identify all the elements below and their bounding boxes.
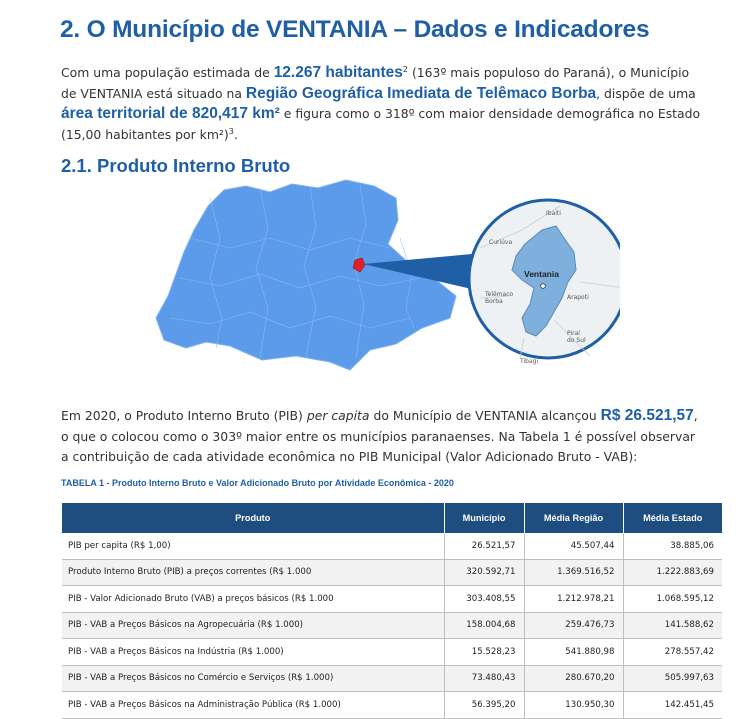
inset-label-pirai-2: do Sul [567,337,586,344]
intro-text-1: Com uma população estimada de [61,65,274,80]
population-highlight: 12.267 habitantes [273,64,403,81]
cell-media-estado: 1.222.883,69 [623,559,722,586]
row-label: Produto Interno Bruto (PIB) a preços correntes (R$ 1.000 [62,559,444,586]
footnote-ref-2: 2 [402,64,409,74]
pib-text-3: , o que o colocou como o 303º maior entre os municípios paranaenses. Na Tabela 1 é possível observar a contribuição de cada atividade econômica no PIB Municipal (Valor Adicionado Bruto - VAB): [61,408,698,464]
cell-media-estado: 141.588,62 [623,612,722,639]
pib-table [62,503,722,719]
cell-media-estado: 505.997,63 [623,665,722,692]
pib-per-capita: per capita [306,408,370,423]
pib-paragraph [61,406,701,468]
cell-municipio: 56.395,20 [444,692,524,719]
intro-text-4: e figura como o 318º com maior densidade demográfica no Estado (15,00 habitantes por km²) [61,106,701,142]
cell-media-estado: 38.885,06 [623,533,722,559]
cell-municipio: 26.521,57 [444,533,524,559]
table-row [62,612,722,639]
cell-municipio: 303.408,55 [444,586,524,613]
cell-media-regiao: 280.670,20 [524,665,623,692]
row-label: PIB - VAB a Preços Básicos na Administração Pública (R$ 1.000) [62,692,444,719]
pib-text-1: Em 2020, o Produto Interno Bruto (PIB) [61,408,307,423]
section-heading-pib: 2.1. Produto Interno Bruto [61,155,291,176]
area-highlight: área territorial de 820,417 km² [61,105,280,122]
row-label: PIB per capita (R$ 1,00) [62,533,444,559]
row-label: PIB - VAB a Preços Básicos no Comércio e Serviços (R$ 1.000) [62,665,444,692]
row-label: PIB - Valor Adicionado Bruto (VAB) a preços básicos (R$ 1.000 [62,586,444,613]
cell-municipio: 320.592,71 [444,559,524,586]
row-label: PIB - VAB a Preços Básicos na Agropecuária (R$ 1.000) [62,612,444,639]
footnote-ref-3: 3 [228,126,234,136]
col-header-media-regiao: Média Região [524,503,623,533]
table-row [62,559,722,586]
col-header-municipio: Município [444,503,524,533]
cell-media-estado: 278.557,42 [623,639,722,666]
row-label: PIB - VAB a Preços Básicos na Indústria (R$ 1.000) [62,639,444,666]
table-caption: TABELA 1 - Produto Interno Bruto e Valor Adicionado Bruto por Atividade Econômica - 2020 [61,478,454,488]
ventania-location-dot [541,284,546,289]
cell-municipio: 73.480,43 [444,665,524,692]
inset-label-ibaiti: Ibaiti [546,210,561,217]
region-highlight: Região Geográfica Imediata de Telêmaco Borba [245,84,597,102]
inset-label-telemaco-1: Telêmaco [485,291,514,298]
intro-text-5: . [233,126,238,142]
table-row [62,665,722,692]
col-header-produto: Produto [62,503,444,533]
pib-text-2: do Município de VENTANIA alcançou [369,408,601,423]
col-header-media-estado: Média Estado [623,503,722,533]
table-row [62,586,722,613]
cell-media-regiao: 1.369.516,52 [524,559,623,586]
inset-label-arapoti: Arapoti [567,294,589,301]
inset-label-telemaco-2: Borba [485,298,503,305]
table-header-row [62,503,722,533]
cell-municipio: 15.528,23 [444,639,524,666]
pib-value-highlight: R$ 26.521,57 [600,407,694,424]
intro-text-3: , dispõe de uma [596,85,696,101]
intro-text-2: (163º mais populoso do Paraná), o Município de VENTANIA está situado na [61,65,690,101]
inset-label-ventania: Ventania [524,269,559,279]
inset-label-pirai-1: Piraí [567,330,580,337]
cell-media-regiao: 130.950,30 [524,692,623,719]
cell-municipio: 158.004,68 [444,612,524,639]
location-map [150,178,620,376]
inset-label-tibagi: Tibagi [520,358,539,365]
cell-media-regiao: 259.476,73 [524,612,623,639]
cell-media-estado: 142.451,45 [623,692,722,719]
cell-media-estado: 1.068.595,12 [623,586,722,613]
inset-label-curiuva: Curiúva [489,239,513,246]
cell-media-regiao: 45.507,44 [524,533,623,559]
intro-paragraph [61,63,701,145]
cell-media-regiao: 541.880,98 [524,639,623,666]
table-row [62,639,722,666]
cell-media-regiao: 1.212.978,21 [524,586,623,613]
page-title: 2. O Município de VENTANIA – Dados e Indicadores [60,16,650,43]
table-row [62,533,722,559]
